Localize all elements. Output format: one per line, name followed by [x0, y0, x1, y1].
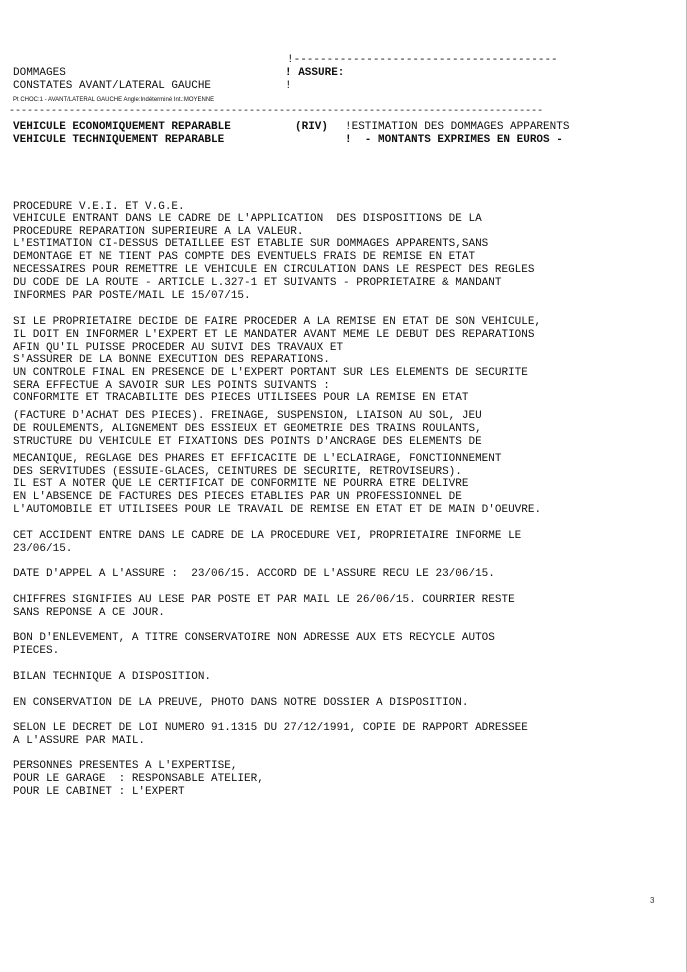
body-line: SI LE PROPRIETAIRE DECIDE DE FAIRE PROCEDER A LA REMISE EN ETAT DE SON VEHICULE, [13, 316, 542, 328]
estimation-label: !ESTIMATION DES DOMMAGES APPARENTS [345, 121, 570, 133]
header-constates: CONSTATES AVANT/LATERAL GAUCHE [13, 80, 212, 92]
body-line: DU CODE DE LA ROUTE - ARTICLE L.327-1 ET SUIVANTS - PROPRIETAIRE & MANDANT [13, 277, 502, 289]
body-line: BON D'ENLEVEMENT, A TITRE CONSERVATOIRE NON ADRESSE AUX ETS RECYCLE AUTOS [13, 632, 495, 644]
body-line: (FACTURE D'ACHAT DES PIECES). FREINAGE, SUSPENSION, LIAISON AU SOL, JEU [13, 410, 482, 422]
body-line: CET ACCIDENT ENTRE DANS LE CADRE DE LA PROCEDURE VEI, PROPRIETAIRE INFORME LE [13, 530, 522, 542]
montants-label: ! - MONTANTS EXPRIMES EN EUROS - [345, 134, 563, 146]
vehicule-economiquement: VEHICULE ECONOMIQUEMENT REPARABLE [13, 121, 231, 133]
body-line: S'ASSURER DE LA BONNE EXECUTION DES REPARATIONS. [13, 354, 330, 366]
body-line: SERA EFFECTUE A SAVOIR SUR LES POINTS SUIVANTS : [13, 380, 330, 392]
header-bang: ! [285, 80, 292, 92]
header-rule-main: ----------------------------------------------------------------------------------------- [9, 106, 544, 117]
body-line: BILAN TECHNIQUE A DISPOSITION. [13, 671, 212, 683]
body-line: VEHICULE ENTRANT DANS LE CADRE DE L'APPLICATION DES DISPOSITIONS DE LA [13, 213, 482, 225]
body-line: PROCEDURE V.E.I. ET V.G.E. [13, 201, 185, 213]
body-line: PIECES. [13, 645, 60, 657]
riv-label: (RIV) [295, 121, 329, 133]
header-dommages: DOMMAGES [13, 67, 66, 79]
body-line: CHIFFRES SIGNIFIES AU LESE PAR POSTE ET PAR MAIL LE 26/06/15. COURRIER RESTE [13, 594, 515, 606]
body-line: CONFORMITE ET TRACABILITE DES PIECES UTILISEES POUR LA REMISE EN ETAT [13, 392, 469, 404]
header-assure-label: ! ASSURE: [285, 67, 345, 79]
body-line: IL EST A NOTER QUE LE CERTIFICAT DE CONFORMITE NE POURRA ETRE DELIVRE [13, 478, 469, 490]
body-line: POUR LE GARAGE : RESPONSABLE ATELIER, [13, 773, 264, 785]
body-line: DE ROULEMENTS, ALIGNEMENT DES ESSIEUX ET GEOMETRIE DES TRAINS ROULANTS, [13, 423, 482, 435]
body-line: PERSONNES PRESENTES A L'EXPERTISE, [13, 760, 238, 772]
body-line: STRUCTURE DU VEHICULE ET FIXATIONS DES POINTS D'ANCRAGE DES ELEMENTS DE [13, 436, 482, 448]
body-line: DATE D'APPEL A L'ASSURE : 23/06/15. ACCORD DE L'ASSURE RECU LE 23/06/15. [13, 568, 495, 580]
header-rule-top: !---------------------------------------- [287, 54, 558, 66]
body-line: DES SERVITUDES (ESSUIE-GLACES, CEINTURES DE SECURITE, RETROVISEURS). [13, 466, 462, 478]
body-line: EN L'ABSENCE DE FACTURES DES PIECES ETABLIES PAR UN PROFESSIONNEL DE [13, 491, 462, 503]
body-line: AFIN QU'IL PUISSE PROCEDER AU SUIVI DES TRAVAUX ET [13, 342, 344, 354]
body-line: SANS REPONSE A CE JOUR. [13, 607, 165, 619]
choc-info: Pt CHOC:1 - AVANT/LATERAL GAUCHE Angle:Indéterminé Int.:MOYENNE [13, 97, 215, 103]
body-line: 23/06/15. [13, 543, 73, 555]
body-line: IL DOIT EN INFORMER L'EXPERT ET LE MANDATER AVANT MEME LE DEBUT DES REPARATIONS [13, 329, 535, 341]
body-line: MECANIQUE, REGLAGE DES PHARES ET EFFICACITE DE L'ECLAIRAGE, FONCTIONNEMENT [13, 453, 502, 465]
body-line: NECESSAIRES POUR REMETTRE LE VEHICULE EN CIRCULATION DANS LE RESPECT DES REGLES [13, 264, 535, 276]
body-line: UN CONTROLE FINAL EN PRESENCE DE L'EXPERT PORTANT SUR LES ELEMENTS DE SECURITE [13, 367, 528, 379]
body-line: L'AUTOMOBILE ET UTILISEES POUR LE TRAVAIL DE REMISE EN ETAT ET DE MAIN D'OEUVRE. [13, 504, 542, 516]
body-line: L'ESTIMATION CI-DESSUS DETAILLEE EST ETABLIE SUR DOMMAGES APPARENTS,SANS [13, 238, 489, 250]
body-line: A L'ASSURE PAR MAIL. [13, 735, 146, 747]
page-number: 3 [650, 896, 655, 905]
body-line: POUR LE CABINET : L'EXPERT [13, 786, 185, 798]
body-line: SELON LE DECRET DE LOI NUMERO 91.1315 DU 27/12/1991, COPIE DE RAPPORT ADRESSEE [13, 722, 528, 734]
body-line: PROCEDURE REPARATION SUPERIEURE A LA VALEUR. [13, 226, 304, 238]
body-line: DEMONTAGE ET NE TIENT PAS COMPTE DES EVENTUELS FRAIS DE REMISE EN ETAT [13, 251, 476, 263]
vehicule-techniquement: VEHICULE TECHNIQUEMENT REPARABLE [13, 134, 225, 146]
body-line: EN CONSERVATION DE LA PREUVE, PHOTO DANS NOTRE DOSSIER A DISPOSITION. [13, 697, 469, 709]
body-line: INFORMES PAR POSTE/MAIL LE 15/07/15. [13, 290, 251, 302]
